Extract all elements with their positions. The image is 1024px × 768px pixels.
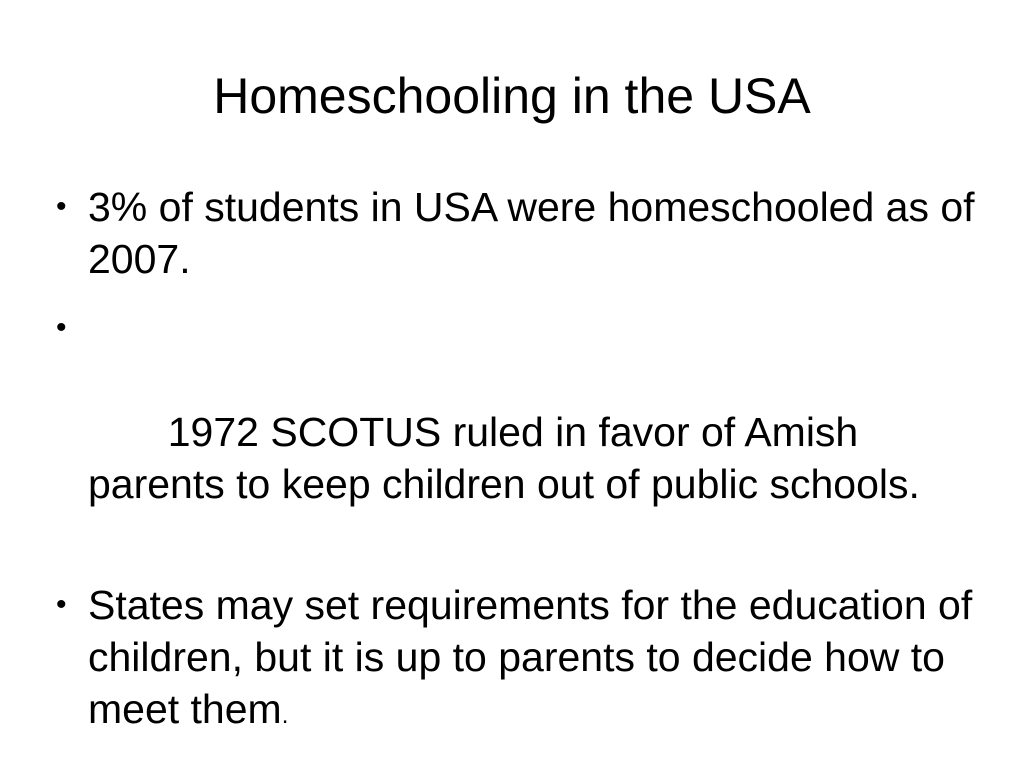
bullet-icon: • — [56, 311, 67, 344]
bullet-icon: • — [56, 588, 67, 621]
bullet-item — [56, 579, 986, 742]
slide-title: Homeschooling in the USA — [213, 68, 811, 124]
bullet-item — [56, 181, 986, 285]
bullet-list — [56, 181, 986, 759]
bullet-text: States may set requirements for the education of children, but it is up to parents to decide how to meet them — [88, 582, 973, 732]
bullet-trailing-period: . — [281, 702, 289, 729]
bullet-item — [56, 302, 986, 562]
bullet-text: 3% of students in USA were homeschooled as of 2007. — [88, 184, 975, 282]
bullet-text: 1972 SCOTUS ruled in favor of Amish parents to keep children out of public schools. — [88, 409, 920, 507]
bullet-icon: • — [56, 190, 67, 223]
